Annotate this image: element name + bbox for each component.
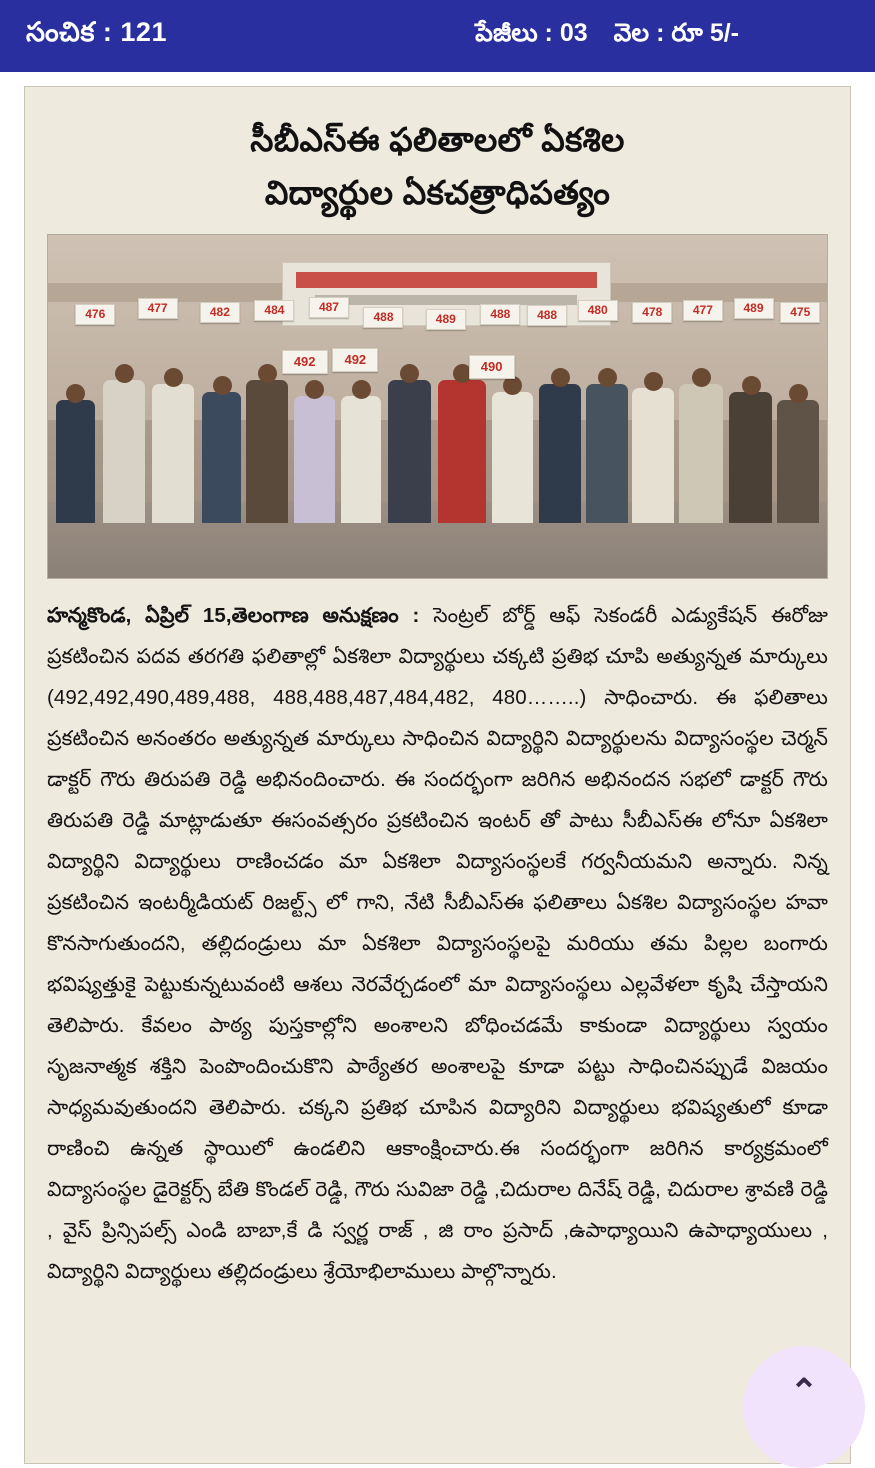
photo-person-head <box>598 368 617 387</box>
masthead-bar <box>0 0 875 72</box>
newspaper-page-wrapper <box>0 72 875 1464</box>
masthead-right-group <box>475 19 739 54</box>
photo-person <box>586 384 628 523</box>
photo-person <box>679 384 723 523</box>
banner-gray-strip <box>315 295 577 305</box>
photo-person-head <box>213 376 232 395</box>
score-placard: 476 <box>75 304 115 325</box>
photo-person <box>294 396 335 523</box>
photo-person <box>388 380 432 523</box>
photo-person <box>777 400 819 523</box>
article-body <box>47 595 828 1292</box>
headline-line-1: సీబీఎస్ఈ ఫలితాలలో ఏకశిల <box>250 121 625 158</box>
photo-person-head <box>644 372 663 391</box>
score-placard-front: 492 <box>332 348 378 372</box>
photo-crowd <box>48 324 827 523</box>
photo-person <box>202 392 241 523</box>
scroll-to-top-button[interactable]: ⌃ <box>743 1346 865 1468</box>
photo-person-head <box>789 384 808 403</box>
score-placard: 480 <box>578 300 618 321</box>
photo-person-head <box>258 364 277 383</box>
photo-person-head <box>742 376 761 395</box>
score-placard: 489 <box>426 309 466 330</box>
headline-line-2: విద్యార్థుల ఏకచత్రాధిపత్యం <box>264 174 611 212</box>
photo-person <box>632 388 674 523</box>
score-placard-front: 490 <box>469 355 515 379</box>
score-placard: 489 <box>734 298 774 319</box>
photo-person <box>492 392 533 523</box>
photo-person-head <box>66 384 85 403</box>
score-placard: 482 <box>200 302 240 323</box>
photo-person <box>539 384 581 523</box>
photo-person-head <box>692 368 711 387</box>
photo-person <box>438 380 486 523</box>
score-placard: 488 <box>363 307 403 328</box>
score-placard: 477 <box>683 300 723 321</box>
score-placard: 488 <box>480 304 520 325</box>
score-placard-front: 492 <box>282 350 328 374</box>
photo-person <box>341 396 382 523</box>
newspaper-clipping <box>24 86 851 1464</box>
photo-person-head <box>400 364 419 383</box>
banner-red-strip <box>296 272 597 288</box>
price-label: వెల : రూ 5/- <box>613 18 739 47</box>
photo-person <box>729 392 773 523</box>
score-placard: 484 <box>254 300 294 321</box>
photo-person <box>56 400 95 523</box>
score-placard: 477 <box>138 298 178 319</box>
photo-person-head <box>115 364 134 383</box>
photo-person <box>246 380 288 523</box>
score-placard: 487 <box>309 297 349 318</box>
photo-person <box>103 380 145 523</box>
page-title <box>51 113 824 220</box>
article-dateline: హన్మకొండ, ఏప్రిల్ 15,తెలంగాణ అనుక్షణం : <box>47 603 420 627</box>
issue-number-label: సంచిక : 121 <box>26 17 167 47</box>
page-count-label: పేజీలు : 03 <box>475 18 588 47</box>
article-text: సెంట్రల్ బోర్డ్ ఆఫ్ సెకండరీ ఎడ్యుకేషన్ ఈరోజు ప్రకటించిన పదవ తరగతి ఫలితాల్లో ఏకశిలా విద్యార్థులు చక్కటి ప్రతిభ చూపి అత్యున్నత మార్కులు (492,492,490,489,488, 488,488,487,484,482, 480……..) సాధించారు. ఈ ఫలితాలు ప్రకటించిన అనంతరం అత్యున్నత మార్కులు సాధించిన విద్యార్థిని విద్యార్థులను విద్యాసంస్థల చెర్మన్ డాక్టర్ గౌరు తిరుపతి రెడ్డి అభినందించారు. ఈ సందర్భంగా జరిగిన అభినందన సభలో డాక్టర్ గౌరు తిరుపతి రెడ్డి మాట్లాడుతూ ఈసంవత్సరం ప్రకటించిన ఇంటర్ తో పాటు సీబీఎస్ఈ లోనూ ఏకశిలా విద్యార్థిని విద్యార్థులు రాణించడం మా ఏకశిలా విద్యాసంస్థలకే గర్వనీయమని అన్నారు. నిన్న ప్రకటించిన ఇంటర్మీడియట్ రిజల్ట్స్ లో గాని, నేటి సీబీఎస్ఈ ఫలితాలు ఏకశిల విద్యాసంస్థల హవా కొనసాగుతుందని, తల్లిదండ్రులు మా ఏకశిలా విద్యాసంస్థలపై మరియు తమ పిల్లల బంగారు భవిష్యత్తుకై పెట్టుకున్నటువంటి ఆశలు నెరవేర్చడంలో మా విద్యాసంస్థలు ఎల్లవేళలా కృషి చేస్తాయని తెలిపారు. కేవలం పాఠ్య పుస్తకాల్లోని అంశాలని బోధించడమే కాకుండా విద్యార్థులు స్వయం సృజనాత్మక శక్తిని పెంపొందించుకొని పాఠ్యేతర అంశాలపై కూడా పట్టు సాధించినప్పుడే విజయం సాధ్యమవుతుందని తెలిపారు. చక్కని ప్రతిభ చూపిన విద్యారిని విద్యార్థులు భవిష్యతులో కూడా రాణించి ఉన్నత స్థాయిలో ఉండలిని ఆకాంక్షించారు.ఈ సందర్భంగా జరిగిన కార్యక్రమంలో విద్యాసంస్థల డైరెక్టర్స్ బేతి కొండల్ రెడ్డి, గౌరు సువిజా రెడ్డి ,చిదురాల దినేష్ రెడ్డి, చిదురాల శ్రావణి రెడ్డి , వైస్ ప్రిన్సిపల్స్ ఎండి బాబా,కే డి స్వర్ణ రాజ్ , జి రాం ప్రసాద్ ,ఉపాధ్యాయిని ఉపాధ్యాయులు , విద్యార్థిని విద్యార్థులు తల్లిదండ్రులు శ్రేయోభిలాములు పాల్గొన్నారు. <box>47 603 828 1283</box>
photo-person <box>152 384 194 523</box>
photo-person-head <box>164 368 183 387</box>
photo-person-head <box>551 368 570 387</box>
news-photo <box>47 234 828 579</box>
photo-person-head <box>305 380 324 399</box>
score-placard: 478 <box>632 302 672 323</box>
score-placard: 475 <box>780 302 820 323</box>
photo-person-head <box>352 380 371 399</box>
score-placard: 488 <box>527 305 567 326</box>
